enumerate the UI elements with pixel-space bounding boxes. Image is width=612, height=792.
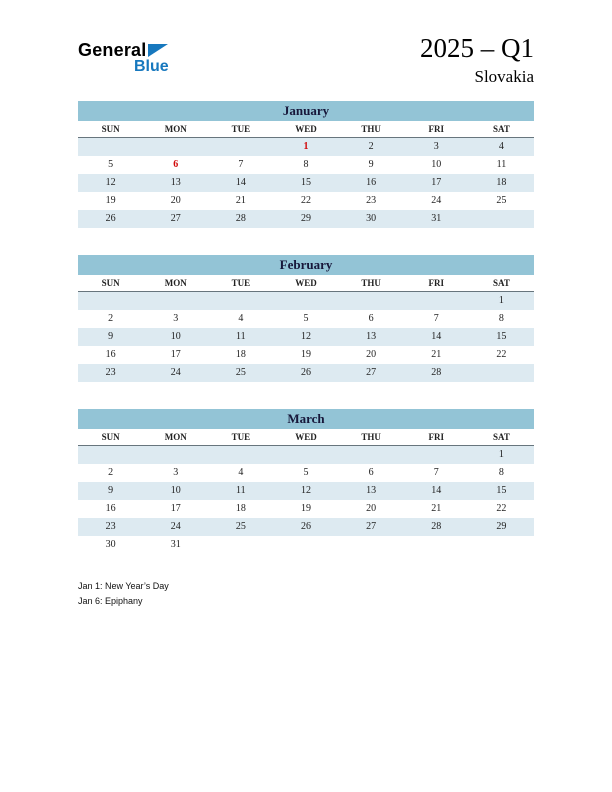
day-cell: 24 xyxy=(431,195,442,207)
empty-cell xyxy=(78,138,143,156)
empty-cell xyxy=(469,364,534,382)
weekday-header: THU xyxy=(339,275,404,292)
day-cell: 13 xyxy=(366,485,377,497)
day-cell: 21 xyxy=(431,349,442,361)
day-cell: 20 xyxy=(366,503,377,515)
weekday-header: MON xyxy=(143,121,208,138)
day-cell: 30 xyxy=(105,539,116,551)
day-cell: 23 xyxy=(366,195,377,207)
week-row xyxy=(78,192,534,210)
day-cell: 24 xyxy=(170,521,181,533)
month-title: March xyxy=(78,409,534,429)
weekday-header: SUN xyxy=(78,121,143,138)
day-cell: 9 xyxy=(108,485,114,497)
weekday-header: FRI xyxy=(404,121,469,138)
weekday-header: SAT xyxy=(469,275,534,292)
empty-cell xyxy=(339,536,404,554)
week-row xyxy=(78,292,534,310)
weekday-header: TUE xyxy=(208,275,273,292)
day-cell: 17 xyxy=(170,349,181,361)
day-cell: 9 xyxy=(368,159,374,171)
month-table xyxy=(78,429,534,554)
day-cell: 4 xyxy=(238,313,244,325)
general-blue-logo xyxy=(78,34,169,76)
weekday-header: SAT xyxy=(469,121,534,138)
day-cell: 23 xyxy=(105,521,116,533)
day-cell: 27 xyxy=(366,367,377,379)
day-cell: 28 xyxy=(235,213,246,225)
empty-cell xyxy=(339,292,404,310)
day-cell: 1 xyxy=(303,141,309,153)
day-cell: 14 xyxy=(431,331,442,343)
day-cell: 17 xyxy=(170,503,181,515)
week-row xyxy=(78,138,534,156)
day-cell: 9 xyxy=(108,331,114,343)
month-title: January xyxy=(78,101,534,121)
weekday-header: FRI xyxy=(404,275,469,292)
empty-cell xyxy=(143,446,208,464)
weekday-header: FRI xyxy=(404,429,469,446)
day-cell: 25 xyxy=(235,521,246,533)
day-cell: 12 xyxy=(105,177,116,189)
empty-cell xyxy=(208,138,273,156)
empty-cell xyxy=(404,446,469,464)
week-row xyxy=(78,464,534,482)
day-cell: 24 xyxy=(170,367,181,379)
weekday-header: SUN xyxy=(78,429,143,446)
page-title: 2025 – Q1 xyxy=(420,33,534,63)
empty-cell xyxy=(273,292,338,310)
day-cell: 17 xyxy=(431,177,442,189)
day-cell: 25 xyxy=(235,367,246,379)
day-cell: 4 xyxy=(238,467,244,479)
day-cell: 28 xyxy=(431,521,442,533)
empty-cell xyxy=(273,446,338,464)
footnotes xyxy=(78,581,534,606)
month-march xyxy=(78,409,534,554)
day-cell: 22 xyxy=(496,349,507,361)
logo-triangle-icon xyxy=(148,44,168,57)
day-cell: 6 xyxy=(368,467,374,479)
day-cell: 28 xyxy=(431,367,442,379)
day-cell: 15 xyxy=(496,485,507,497)
empty-cell xyxy=(143,138,208,156)
week-row xyxy=(78,174,534,192)
day-cell: 19 xyxy=(300,503,311,515)
weekday-header-row xyxy=(78,121,534,138)
day-cell: 18 xyxy=(235,503,246,515)
logo-text-general: General xyxy=(78,40,147,60)
title-block xyxy=(420,34,534,87)
day-cell: 2 xyxy=(368,141,374,153)
day-cell: 6 xyxy=(368,313,374,325)
day-cell: 18 xyxy=(496,177,507,189)
empty-cell xyxy=(78,292,143,310)
day-cell: 16 xyxy=(366,177,377,189)
day-cell: 10 xyxy=(170,331,181,343)
empty-cell xyxy=(208,292,273,310)
empty-cell xyxy=(78,446,143,464)
day-cell: 27 xyxy=(366,521,377,533)
day-cell: 19 xyxy=(300,349,311,361)
weekday-header: WED xyxy=(273,121,338,138)
weekday-header: WED xyxy=(273,275,338,292)
day-cell: 5 xyxy=(108,159,114,171)
day-cell: 30 xyxy=(366,213,377,225)
day-cell: 12 xyxy=(300,485,311,497)
day-cell: 21 xyxy=(431,503,442,515)
weekday-header: THU xyxy=(339,429,404,446)
empty-cell xyxy=(404,292,469,310)
day-cell: 2 xyxy=(108,313,114,325)
page-header xyxy=(78,34,534,87)
month-february xyxy=(78,255,534,382)
day-cell: 31 xyxy=(431,213,442,225)
logo-text-blue: Blue xyxy=(134,58,169,75)
day-cell: 5 xyxy=(303,467,309,479)
empty-cell xyxy=(208,536,273,554)
day-cell: 26 xyxy=(105,213,116,225)
day-cell: 20 xyxy=(170,195,181,207)
day-cell: 22 xyxy=(300,195,311,207)
day-cell: 2 xyxy=(108,467,114,479)
weekday-header: SUN xyxy=(78,275,143,292)
empty-cell xyxy=(208,446,273,464)
day-cell: 10 xyxy=(431,159,442,171)
month-title: February xyxy=(78,255,534,275)
day-cell: 18 xyxy=(235,349,246,361)
week-row xyxy=(78,364,534,382)
week-row xyxy=(78,500,534,518)
week-row xyxy=(78,328,534,346)
month-january xyxy=(78,101,534,228)
week-row xyxy=(78,536,534,554)
day-cell: 5 xyxy=(303,313,309,325)
months-container xyxy=(78,101,534,554)
day-cell: 11 xyxy=(496,159,507,171)
week-row xyxy=(78,210,534,228)
day-cell: 14 xyxy=(235,177,246,189)
day-cell: 1 xyxy=(498,295,504,307)
page-subtitle: Slovakia xyxy=(474,66,534,86)
empty-cell xyxy=(273,536,338,554)
day-cell: 7 xyxy=(433,467,439,479)
day-cell: 16 xyxy=(105,503,116,515)
day-cell: 13 xyxy=(170,177,181,189)
day-cell: 20 xyxy=(366,349,377,361)
day-cell: 25 xyxy=(496,195,507,207)
day-cell: 10 xyxy=(170,485,181,497)
day-cell: 3 xyxy=(433,141,439,153)
empty-cell xyxy=(339,446,404,464)
week-row xyxy=(78,482,534,500)
holiday-note: Jan 1: New Year’s Day xyxy=(78,580,169,591)
day-cell: 7 xyxy=(433,313,439,325)
weekday-header-row xyxy=(78,429,534,446)
week-row xyxy=(78,156,534,174)
week-row xyxy=(78,310,534,328)
day-cell: 23 xyxy=(105,367,116,379)
day-cell: 1 xyxy=(498,449,504,461)
weekday-header: TUE xyxy=(208,121,273,138)
day-cell: 11 xyxy=(236,485,246,497)
week-row xyxy=(78,518,534,536)
empty-cell xyxy=(469,536,534,554)
day-cell: 19 xyxy=(105,195,116,207)
weekday-header: THU xyxy=(339,121,404,138)
day-cell: 6 xyxy=(173,159,179,171)
day-cell: 22 xyxy=(496,503,507,515)
empty-cell xyxy=(143,292,208,310)
day-cell: 14 xyxy=(431,485,442,497)
day-cell: 21 xyxy=(235,195,246,207)
day-cell: 7 xyxy=(238,159,244,171)
day-cell: 13 xyxy=(366,331,377,343)
weekday-header: SAT xyxy=(469,429,534,446)
weekday-header: MON xyxy=(143,275,208,292)
month-table xyxy=(78,121,534,228)
weekday-header-row xyxy=(78,275,534,292)
week-row xyxy=(78,446,534,464)
day-cell: 16 xyxy=(105,349,116,361)
day-cell: 29 xyxy=(300,213,311,225)
day-cell: 29 xyxy=(496,521,507,533)
day-cell: 12 xyxy=(300,331,311,343)
empty-cell xyxy=(404,536,469,554)
empty-cell xyxy=(469,210,534,228)
month-table xyxy=(78,275,534,382)
day-cell: 26 xyxy=(300,521,311,533)
day-cell: 8 xyxy=(303,159,309,171)
day-cell: 3 xyxy=(173,313,179,325)
week-row xyxy=(78,346,534,364)
weekday-header: MON xyxy=(143,429,208,446)
day-cell: 11 xyxy=(236,331,246,343)
holiday-note: Jan 6: Epiphany xyxy=(78,595,143,606)
day-cell: 15 xyxy=(300,177,311,189)
day-cell: 26 xyxy=(300,367,311,379)
day-cell: 27 xyxy=(170,213,181,225)
day-cell: 4 xyxy=(498,141,504,153)
weekday-header: WED xyxy=(273,429,338,446)
day-cell: 8 xyxy=(498,467,504,479)
day-cell: 31 xyxy=(170,539,181,551)
day-cell: 15 xyxy=(496,331,507,343)
day-cell: 3 xyxy=(173,467,179,479)
weekday-header: TUE xyxy=(208,429,273,446)
day-cell: 8 xyxy=(498,313,504,325)
